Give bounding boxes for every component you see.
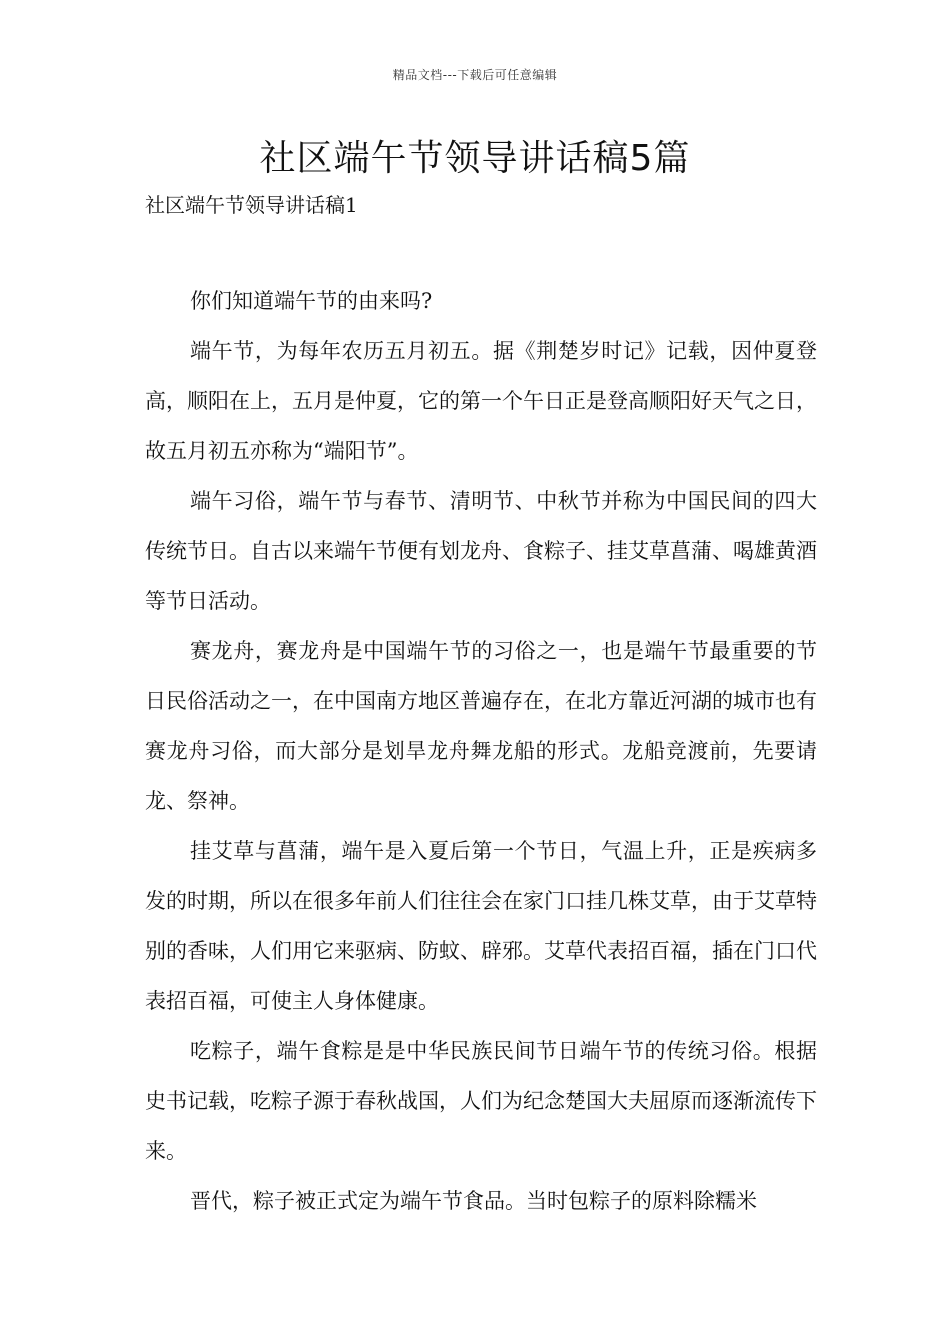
page-header-note: 精品文档---下载后可任意编辑 [392, 68, 558, 82]
paragraph: 赛龙舟，赛龙舟是中国端午节的习俗之一，也是端午节最重要的节日民俗活动之一，在中国南方地区普遍存在，在北方靠近河湖的城市也有赛龙舟习俗，而大部分是划旱龙舟舞龙船的形式。龙船竞渡前，先要请龙、祭神。 [145, 639, 817, 813]
document-body [145, 276, 817, 1226]
paragraph: 端午习俗，端午节与春节、清明节、中秋节并称为中国民间的四大传统节日。自古以来端午节便有划龙舟、食粽子、挂艾草菖蒲、喝雄黄酒等节日活动。 [145, 489, 817, 613]
paragraph: 晋代，粽子被正式定为端午节食品。当时包粽子的原料除糯米 [190, 1189, 757, 1213]
document-subtitle: 社区端午节领导讲话稿1 [145, 193, 358, 217]
paragraph: 端午节，为每年农历五月初五。据《荆楚岁时记》记载，因仲夏登高，顺阳在上，五月是仲夏，它的第一个午日正是登高顺阳好天气之日，故五月初五亦称为“端阳节”。 [145, 339, 817, 463]
paragraph: 你们知道端午节的由来吗? [190, 289, 433, 313]
document-title: 社区端午节领导讲话稿5篇 [259, 138, 691, 179]
paragraph: 挂艾草与菖蒲，端午是入夏后第一个节日，气温上升，正是疾病多发的时期，所以在很多年前人们往往会在家门口挂几株艾草，由于艾草特别的香味，人们用它来驱病、防蚊、辟邪。艾草代表招百福，插在门口代表招百福，可使主人身体健康。 [145, 839, 817, 1013]
paragraph: 吃粽子，端午食粽是是中华民族民间节日端午节的传统习俗。根据史书记载，吃粽子源于春秋战国，人们为纪念楚国大夫屈原而逐渐流传下来。 [145, 1039, 817, 1163]
